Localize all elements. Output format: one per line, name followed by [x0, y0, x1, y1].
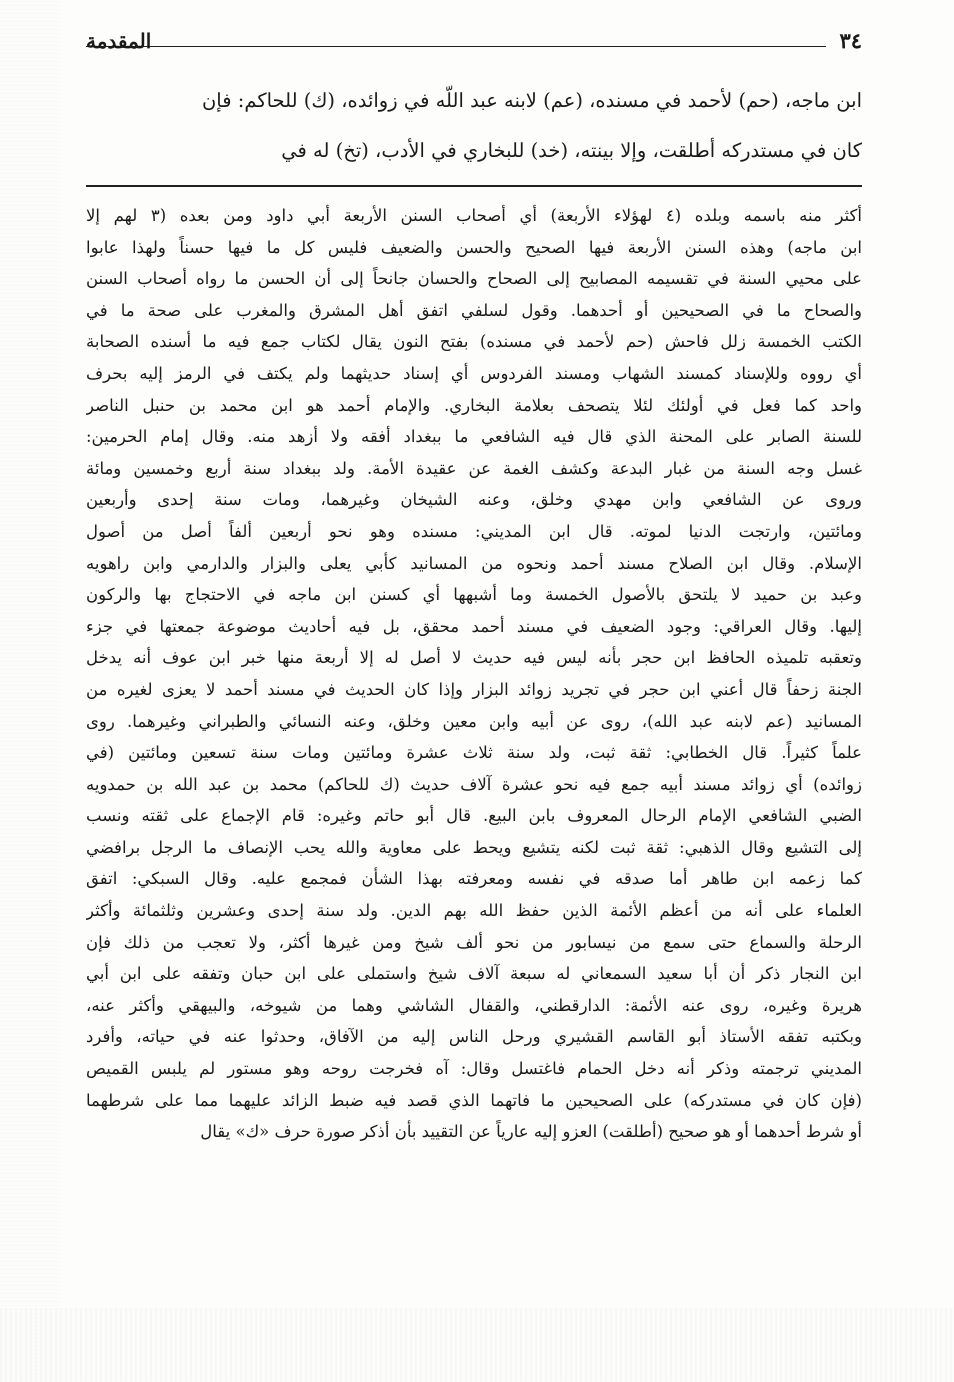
footnote-line: أي رووه وللإسناد كمسند الشهاب ومسند الفردوس أي إسناد حديثهما ولم يكتف في الرمز إليه بحرف [86, 363, 862, 383]
footnote-line: وروى عن الشافعي وابن مهدي وخلق، وعنه الشيخان وغيرهما، ومات سنة إحدى وأربعين [86, 490, 862, 510]
footnote-line: المسانيد (عم لابنه عبد الله)، روى عن أبيه وابن معين وخلق، وعنه النسائي والطبراني وغيرهما. روى [86, 711, 862, 731]
footnote-separator [86, 185, 862, 187]
footnote-line: هريرة وغيره، روى عنه الأئمة: الدارقطني، والقفال الشاشي وهما من شيوخه، والبيهقي وأكثر عنه، [86, 995, 862, 1015]
footnote-line: وعبد بن حميد لا يلتحق بالأصول الخمسة وما أشبهها أي كسنن ابن ماجه في الاحتجاج بها والركون [86, 585, 862, 605]
footnote-line: واحد كما فعل في أولئك لئلا يتصحف بعلامة البخاري. والإمام أحمد هو ابن محمد بن حنبل الناصر [86, 395, 862, 415]
footnote-block [86, 200, 862, 1148]
footnote-line: وبكتبه تفقه الأستاذ أبو القاسم القشيري ورحل الناس إليه من الآفاق، وحدثوا عنه في حياته، وأفرد [86, 1027, 862, 1047]
scan-edge-shading [0, 0, 60, 1382]
footnote-line: على محيي السنة في تقسيمه المصابيح إلى الصحاح والحسان جانحاً إلى أن الحسن ما رواه أصحاب السنن [86, 269, 862, 289]
footnote-line: للسنة الصابر على المحنة الذي قال فيه الشافعي ما ببغداد أفقه ولا أزهد منه. وقال إمام الحرمين: [86, 427, 862, 447]
footnote-line: علماً كثيراً. قال الخطابي: ثقة ثبت، ولد سنة ثلاث عشرة ومائتين ومات سنة تسعين ومائتين (في [86, 743, 862, 763]
footnote-line: غسل وجه السنة من غبار البدعة وكشف الغمة عن عقيدة الأمة. ولد ببغداد سنة أربع وخمسين ومائة [86, 458, 862, 478]
footnote-line: الرحلة والسماع حتى سمع من نيسابور من نحو ألف شيخ ومن غيرها أكثر، ولا تعجب من ذلك فإن [86, 932, 862, 952]
footnote-line: (فإن كان في مستدركه) على الصحيحين ما فاتهما الذي قصد فيه ضبط الزائد عليهما مما على شرطهما [86, 1090, 862, 1110]
footnote-line: الإسلام. وقال ابن الصلاح مسند أحمد ونحوه من المسانيد كأبي يعلى والبزار والدارمي وابن راهويه [86, 553, 862, 573]
main-text-block [86, 76, 862, 176]
footnote-line: إليها. وقال العراقي: وجود الضعيف في مسند أحمد محقق، بل فيه أحاديث موضوعة جمعتها في جزء [86, 616, 862, 636]
main-text-line: ابن ماجه، (حم) لأحمد في مسنده، (عم) لابنه عبد اللّه في زوائده، (ك) للحاكم: فإن [201, 89, 862, 112]
footnote-line: الضبي الشافعي الإمام الرحال المعروف بابن البيع. قال أبو حاتم وغيره: قام الإجماع على ثقته ونسب [86, 806, 862, 826]
main-text-line: كان في مستدركه أطلقت، وإلا بينته، (خد) للبخاري في الأدب، (تخ) له في [281, 139, 862, 162]
footnote-line: أكثر منه باسمه وبلده (٤ لهؤلاء الأربعة) أي أصحاب السنن الأربعة أبي داود ومن بعده (٣ لهم إلا [86, 206, 862, 225]
section-title: المقدمة [86, 29, 152, 53]
footnote-line: أو شرط أحدهما أو هو صحيح (أطلقت) العزو إليه عارياً عن التقييد بأن أذكر صورة حرف «ك» يقال [200, 1122, 862, 1142]
footnote-line: وتعقبه تلميذه الحافظ ابن حجر بأنه ليس فيه حديث لا أصل له إلا أربعة منها خبر ابن عوف أنه يدخل [86, 648, 862, 668]
footnote-line: إلى التشيع وقال الذهبي: ثقة ثبت لكنه يتشيع ويحط على معاوية والله يحب الإنصاف ما الرجل برافضي [86, 837, 862, 857]
page-number: ٣٤ [839, 28, 862, 53]
footnote-line: المديني ترجمته وذكر أنه دخل الحمام فاغتسل وقال: آه فخرجت روحه وهو مستور لم يلبس القميص [86, 1059, 862, 1079]
footnote-line: كما زعمه ابن طاهر أما صدقه في نفسه ومعرفته بهذا الشأن فمجمع عليه. وقال السبكي: اتفق [86, 869, 862, 889]
footnote-line: زوائده) أي زوائد مسند أبيه جمع فيه نحو عشرة آلاف حديث (ك للحاكم) محمد بن عبد الله بن حمدويه [86, 774, 862, 794]
footnote-line: ابن ماجه) وهذه السنن الأربعة فيها الصحيح والحسن والضعيف فليس كل ما فيها حسناً ولهذا عابوا [86, 237, 862, 257]
footnote-line: العلماء على أنه من أعظم الأئمة الذين حفظ الله بهم الدين. ولد سنة إحدى وعشرين وثلثمائة وأكثر [86, 901, 862, 921]
scan-bottom-shading [0, 1308, 954, 1382]
footnote-line: ومائتين، وارتجت الدنيا لموته. قال ابن المديني: مسنده وهو نحو أربعين ألفاً أصل من أصول [86, 521, 862, 541]
footnote-line: والصحاح ما في الصحيحين أو أحدهما. وقول لسلفي اتفق أهل المشرق والمغرب على صحة ما في [86, 300, 862, 320]
footnote-line: ابن النجار ذكر أن أبا سعيد السمعاني له سبعة آلاف شيخ واستملى على ابن حبان وتفقه على ابن أبي [86, 964, 862, 984]
footnote-line: الجنة زحفاً قال أعني ابن حجر في تجريد زوائد البزار وإذا كان الحديث في مسند أحمد لا يعزى لغيره من [86, 679, 862, 699]
running-header [86, 26, 862, 58]
footnote-line: الكتب الخمسة زلل فاحش (حم لأحمد في مسنده) بفتح النون يقال لكتاب جمع فيه ما أسنده الصحابة [86, 332, 862, 352]
